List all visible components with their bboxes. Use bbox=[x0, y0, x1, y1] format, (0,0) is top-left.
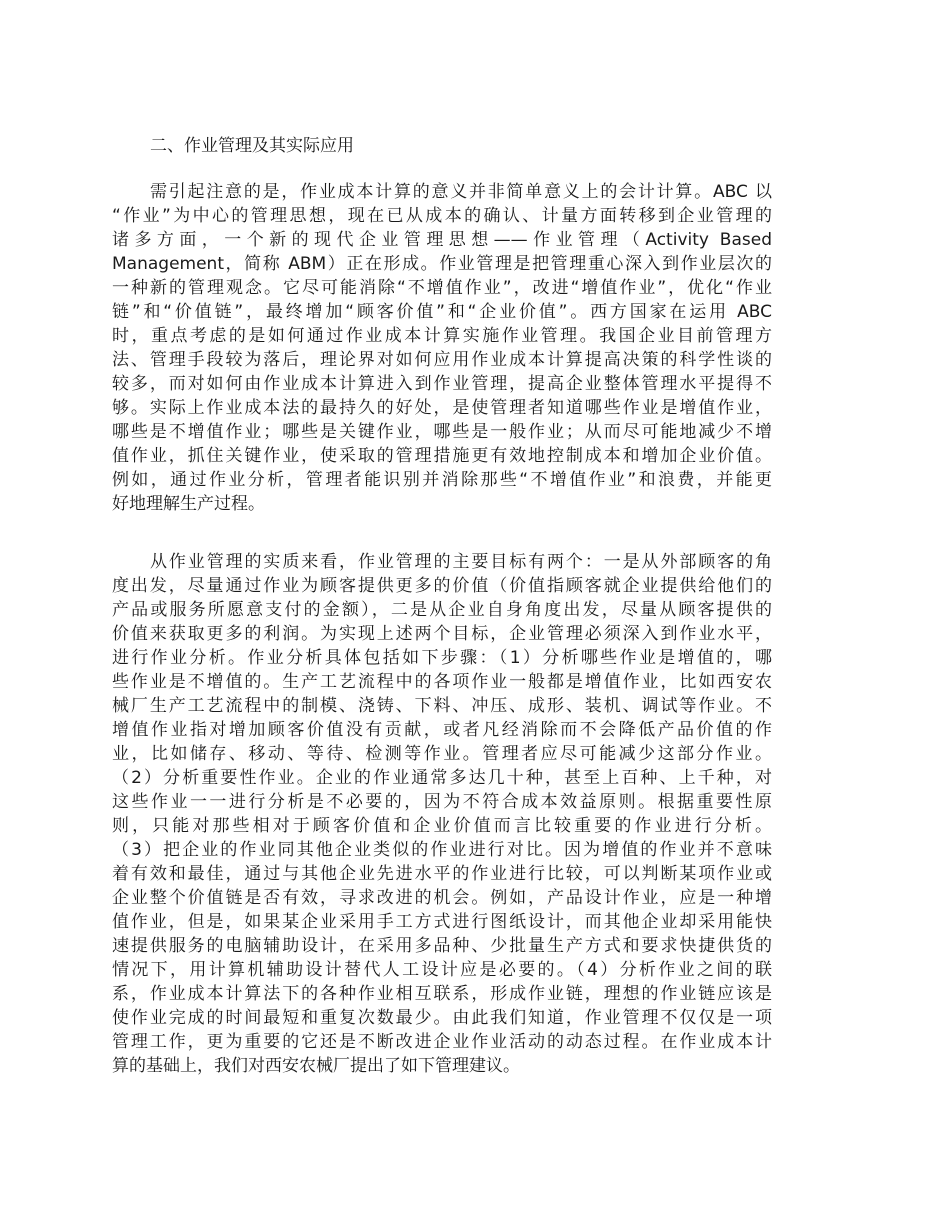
paragraph-line: 较多，而对如何由作业成本计算进入到作业管理，提高企业整体管理水平提得不 bbox=[112, 374, 772, 394]
paragraph-2 bbox=[112, 550, 772, 1078]
paragraph-line: 着有效和最佳，通过与其他企业先进水平的作业进行比较，可以判断某项作业或 bbox=[112, 864, 772, 884]
paragraph-line: 够。实际上作业成本法的最持久的好处，是使管理者知道哪些作业是增值作业， bbox=[112, 398, 772, 418]
paragraph-line: 需引起注意的是，作业成本计算的意义并非简单意义上的会计计算。ABC 以 bbox=[150, 182, 772, 202]
paragraph-line: 一种新的管理观念。它尽可能消除“不增值作业”，改进“增值作业”，优化“作业 bbox=[112, 278, 772, 298]
paragraph-line: 好地理解生产过程。 bbox=[112, 494, 265, 514]
paragraph-line: 速提供服务的电脑辅助设计，在采用多品种、少批量生产方式和要求快捷供货的 bbox=[112, 936, 772, 956]
paragraph-line: 从作业管理的实质来看，作业管理的主要目标有两个：一是从外部顾客的角 bbox=[150, 552, 772, 572]
paragraph-line: （3）把企业的作业同其他企业类似的作业进行对比。因为增值的作业并不意味 bbox=[112, 840, 772, 860]
paragraph-line: 例如，通过作业分析，管理者能识别并消除那些“不增值作业”和浪费，并能更 bbox=[112, 470, 772, 490]
paragraph-line: 这些作业一一进行分析是不必要的，因为不符合成本效益原则。根据重要性原 bbox=[112, 792, 772, 812]
paragraph-line: 则，只能对那些相对于顾客价值和企业价值而言比较重要的作业进行分析。 bbox=[112, 816, 772, 836]
paragraph-line: 时，重点考虑的是如何通过作业成本计算实施作业管理。我国企业目前管理方 bbox=[112, 326, 772, 346]
section-heading: 二、作业管理及其实际应用 bbox=[150, 136, 354, 156]
paragraph-line: 械厂生产工艺流程中的制模、浇铸、下料、冲压、成形、装机、调试等作业。不 bbox=[112, 696, 772, 716]
paragraph-line: 使作业完成的时间最短和重复次数最少。由此我们知道，作业管理不仅仅是一项 bbox=[112, 1008, 772, 1028]
paragraph-line: 算的基础上，我们对西安农械厂提出了如下管理建议。 bbox=[112, 1056, 520, 1076]
paragraph-line: 值作业，抓住关键作业，使采取的管理措施更有效地控制成本和增加企业价值。 bbox=[112, 446, 772, 466]
paragraph-line: “作业”为中心的管理思想，现在已从成本的确认、计量方面转移到企业管理的 bbox=[112, 206, 772, 226]
paragraph-line: 业，比如储存、移动、等待、检测等作业。管理者应尽可能减少这部分作业。 bbox=[112, 744, 772, 764]
paragraph-line: 链”和“价值链”，最终增加“顾客价值”和“企业价值”。西方国家在运用 ABC bbox=[112, 302, 772, 322]
paragraph-1 bbox=[112, 180, 772, 516]
paragraph-line: 系，作业成本计算法下的各种作业相互联系，形成作业链，理想的作业链应该是 bbox=[112, 984, 772, 1004]
paragraph-line: 增值作业指对增加顾客价值没有贡献，或者凡经消除而不会降低产品价值的作 bbox=[112, 720, 772, 740]
paragraph-line: Management，简称 ABM）正在形成。作业管理是把管理重心深入到作业层次的 bbox=[112, 254, 772, 274]
paragraph-line: 诸多方面，一个新的现代企业管理思想——作业管理（Activity Based bbox=[112, 230, 772, 250]
paragraph-line: 产品或服务所愿意支付的金额），二是从企业自身角度出发，尽量从顾客提供的 bbox=[112, 600, 772, 620]
paragraph-line: 哪些是不增值作业；哪些是关键作业，哪些是一般作业；从而尽可能地减少不增 bbox=[112, 422, 772, 442]
paragraph-line: 情况下，用计算机辅助设计替代人工设计应是必要的。（4）分析作业之间的联 bbox=[112, 960, 772, 980]
paragraph-line: 些作业是不增值的。生产工艺流程中的各项作业一般都是增值作业，比如西安农 bbox=[112, 672, 772, 692]
paragraph-line: 度出发，尽量通过作业为顾客提供更多的价值（价值指顾客就企业提供给他们的 bbox=[112, 576, 772, 596]
paragraph-line: 值作业，但是，如果某企业采用手工方式进行图纸设计，而其他企业却采用能快 bbox=[112, 912, 772, 932]
paragraph-line: 管理工作，更为重要的它还是不断改进企业作业活动的动态过程。在作业成本计 bbox=[112, 1032, 772, 1052]
paragraph-line: 进行作业分析。作业分析具体包括如下步骤：（1）分析哪些作业是增值的，哪 bbox=[112, 648, 772, 668]
paragraph-line: 价值来获取更多的利润。为实现上述两个目标，企业管理必须深入到作业水平， bbox=[112, 624, 772, 644]
paragraph-line: 企业整个价值链是否有效，寻求改进的机会。例如，产品设计作业，应是一种增 bbox=[112, 888, 772, 908]
paragraph-line: 法、管理手段较为落后，理论界对如何应用作业成本计算提高决策的科学性谈的 bbox=[112, 350, 772, 370]
paragraph-line: （2）分析重要性作业。企业的作业通常多达几十种，甚至上百种、上千种，对 bbox=[112, 768, 772, 788]
